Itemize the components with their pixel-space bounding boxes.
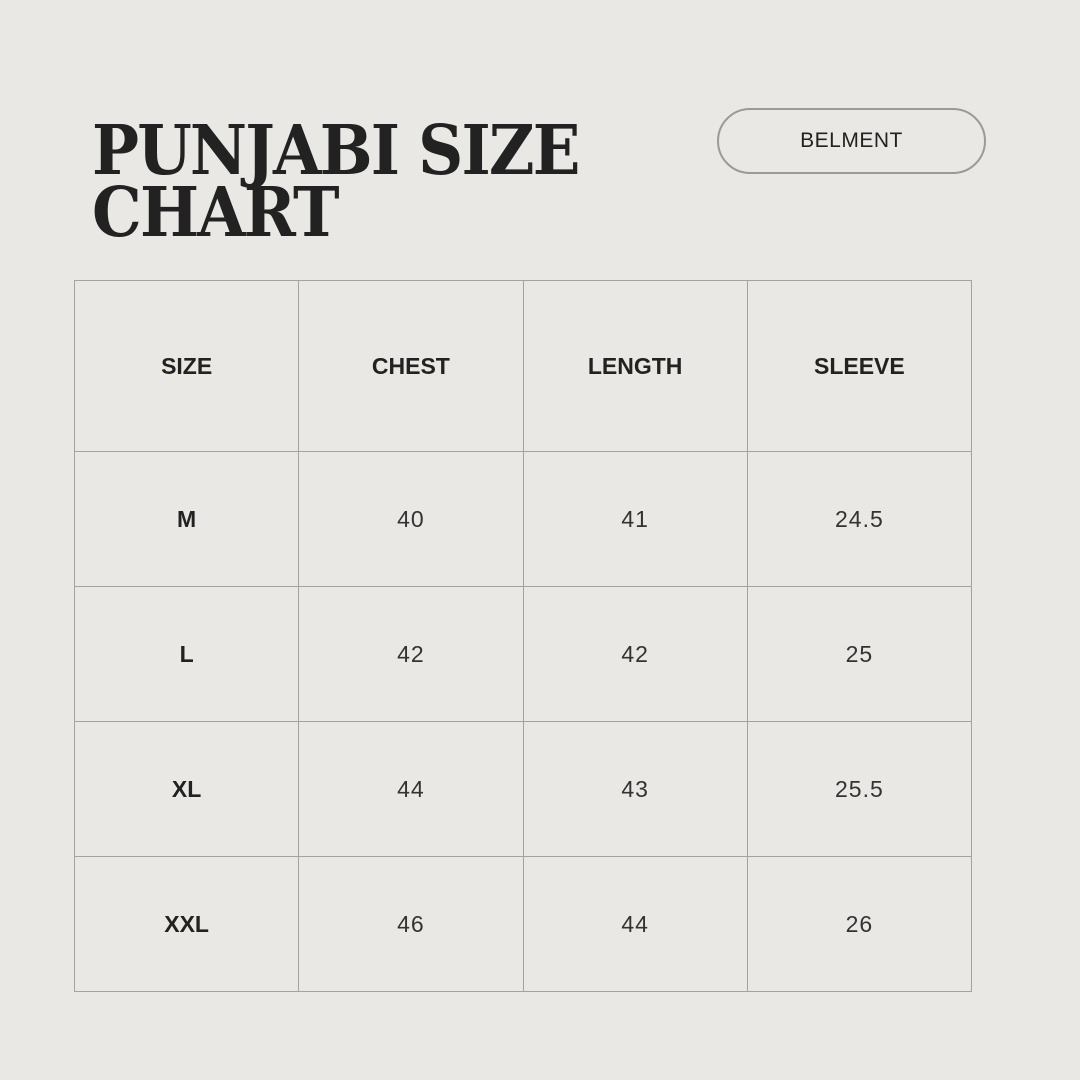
size-cell: XL xyxy=(75,722,299,857)
size-chart-table xyxy=(74,280,972,992)
size-cell: M xyxy=(75,452,299,587)
table-row xyxy=(75,452,972,587)
length-cell: 43 xyxy=(523,722,747,857)
sleeve-cell: 24.5 xyxy=(747,452,971,587)
column-header-sleeve: SLEEVE xyxy=(747,281,971,452)
column-header-size: SIZE xyxy=(75,281,299,452)
table-row xyxy=(75,587,972,722)
table-row xyxy=(75,857,972,992)
page-title xyxy=(92,111,607,253)
column-header-length: LENGTH xyxy=(523,281,747,452)
sleeve-cell: 25.5 xyxy=(747,722,971,857)
length-cell: 42 xyxy=(523,587,747,722)
chest-cell: 40 xyxy=(299,452,523,587)
brand-badge: BELMENT xyxy=(717,108,986,174)
column-header-chest: CHEST xyxy=(299,281,523,452)
length-cell: 44 xyxy=(523,857,747,992)
chest-cell: 44 xyxy=(299,722,523,857)
chest-cell: 46 xyxy=(299,857,523,992)
title-line-2: CHART xyxy=(92,173,338,253)
chest-cell: 42 xyxy=(299,587,523,722)
length-cell: 41 xyxy=(523,452,747,587)
title-line-1: PUNJABI SIZE xyxy=(92,111,579,191)
sleeve-cell: 25 xyxy=(747,587,971,722)
table-header-row xyxy=(75,281,972,452)
size-cell: L xyxy=(75,587,299,722)
size-cell: XXL xyxy=(75,857,299,992)
table-row xyxy=(75,722,972,857)
sleeve-cell: 26 xyxy=(747,857,971,992)
